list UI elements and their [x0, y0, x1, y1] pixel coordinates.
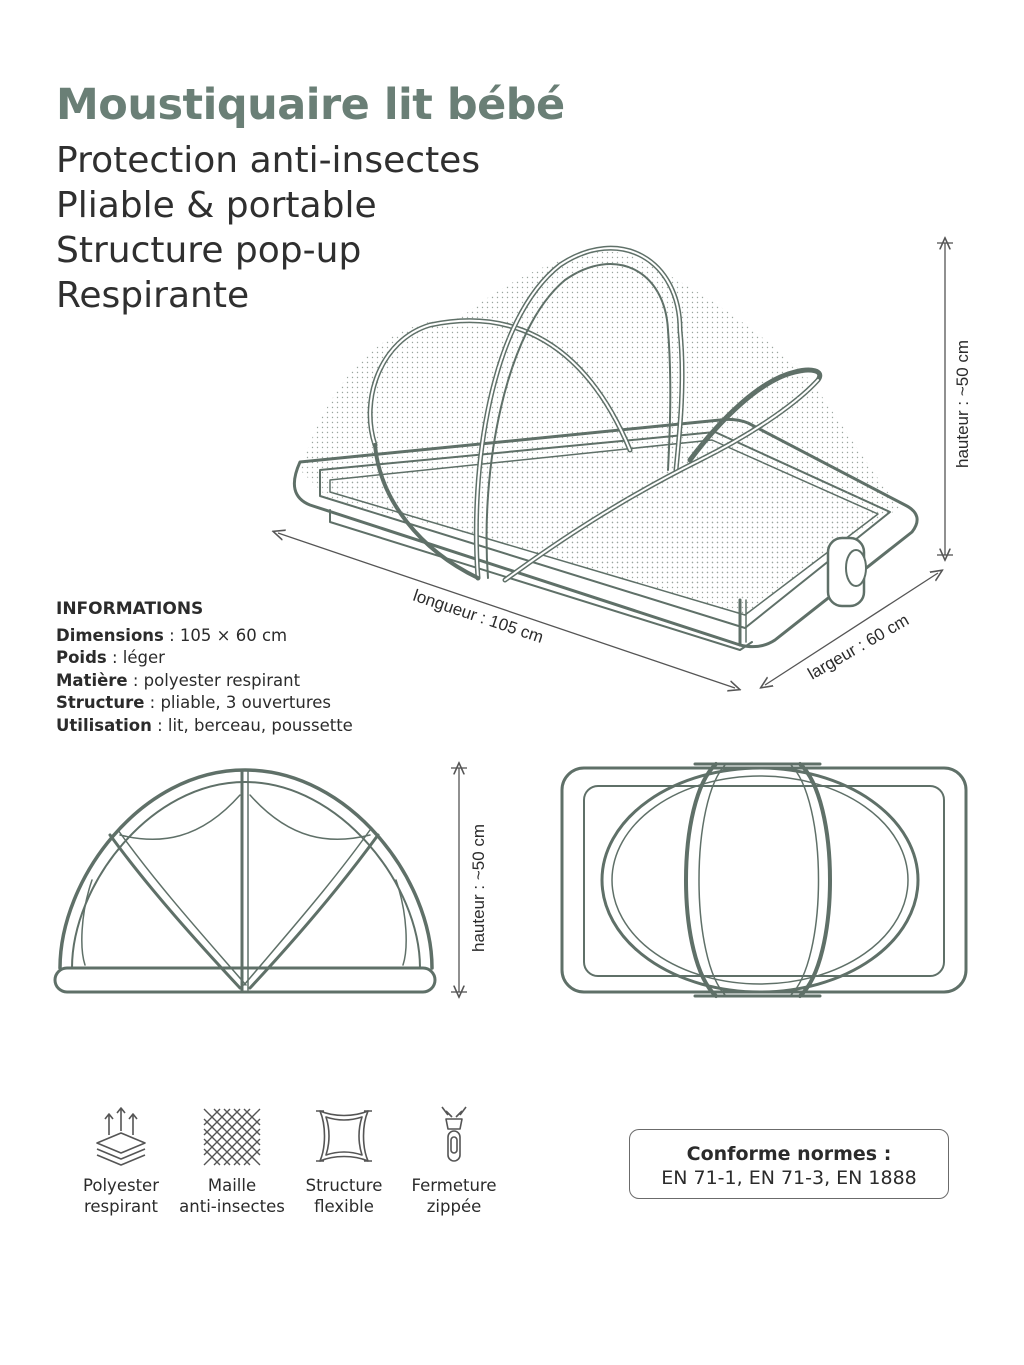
- info-row-weight: [56, 647, 353, 670]
- info-row-usage: [56, 715, 353, 738]
- icon-label-line2: zippée: [426, 1197, 482, 1216]
- info-value: : polyester respirant: [127, 670, 301, 690]
- info-row-structure: [56, 692, 353, 715]
- info-value: : léger: [106, 648, 165, 667]
- info-value: : pliable, 3 ouvertures: [144, 693, 331, 712]
- top-left-hoop: [686, 764, 716, 996]
- feature-breathable: Respirante: [56, 275, 250, 316]
- info-key: Poids: [56, 648, 107, 667]
- info-row-dimensions: [56, 625, 353, 648]
- top-right-hoop: [800, 764, 830, 996]
- norms-text: EN 71-1, EN 71-3, EN 1888: [661, 1167, 917, 1189]
- icon-label-line1: Structure: [305, 1176, 383, 1195]
- height-label-side: hauteur : ~50 cm: [469, 823, 488, 952]
- flexible-frame-icon: [312, 1105, 376, 1167]
- front-right-strut: [250, 835, 378, 988]
- norms-badge: [629, 1129, 949, 1199]
- info-key: Matière: [56, 670, 128, 690]
- feature-foldable: Pliable & portable: [56, 185, 377, 226]
- polyester-layers-icon: [89, 1105, 153, 1167]
- icon-label-line2: flexible: [314, 1197, 374, 1216]
- info-key: Dimensions: [56, 625, 164, 645]
- informations-panel: [56, 598, 353, 737]
- top-base-outer: [562, 768, 966, 992]
- front-dome-inner: [72, 782, 420, 968]
- feature-mesh: [172, 1105, 292, 1217]
- feature-popup: Structure pop-up: [56, 230, 362, 271]
- front-left-strut: [110, 835, 240, 988]
- front-base: [55, 968, 435, 992]
- mesh-icon: [200, 1105, 264, 1167]
- info-row-material: [56, 670, 353, 693]
- height-label-iso: hauteur : ~50 cm: [953, 339, 972, 468]
- informations-title: INFORMATIONS: [56, 599, 204, 619]
- info-key: Utilisation: [56, 715, 152, 735]
- icon-label-line2: anti-insectes: [179, 1197, 285, 1216]
- icon-label-line1: Fermeture: [411, 1176, 497, 1195]
- top-oval-frame: [602, 768, 918, 992]
- page-title: Moustiquaire lit bébé: [56, 80, 565, 130]
- feature-zipper: [394, 1105, 514, 1217]
- icon-label-line2: respirant: [83, 1197, 159, 1216]
- info-key: Structure: [56, 693, 145, 712]
- zipper-icon: [422, 1105, 486, 1167]
- feature-structure: [284, 1105, 404, 1217]
- front-dome-outer: [60, 770, 432, 968]
- info-value: : lit, berceau, poussette: [151, 715, 353, 735]
- front-view-drawing: [55, 770, 435, 992]
- info-value: : 105 × 60 cm: [163, 625, 288, 645]
- width-label: largeur : 60 cm: [804, 610, 913, 684]
- icon-label-line1: Polyester: [83, 1176, 159, 1195]
- icon-label-line1: Maille: [207, 1176, 257, 1195]
- norms-title: Conforme normes :: [686, 1143, 892, 1165]
- length-label: longueur : 105 cm: [410, 585, 546, 647]
- isometric-net-drawing: [294, 248, 917, 650]
- feature-polyester: [61, 1105, 181, 1217]
- top-view-drawing: [562, 764, 966, 996]
- feature-protection: Protection anti-insectes: [56, 140, 481, 181]
